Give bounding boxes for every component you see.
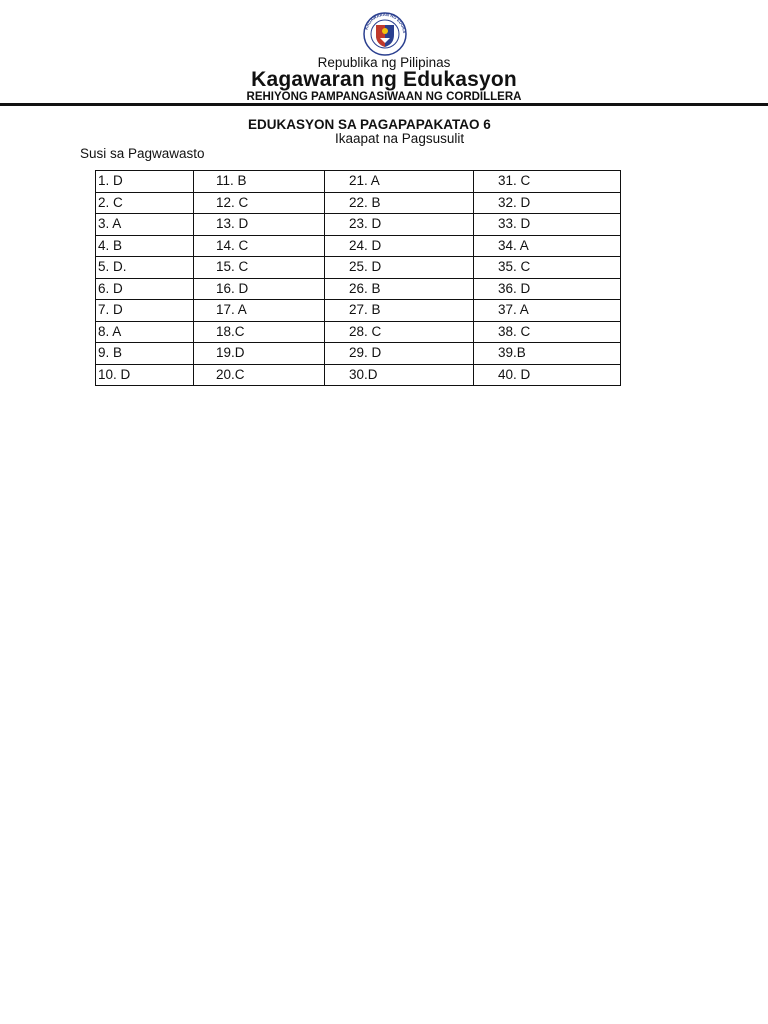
answer-cell: 12. C [194, 192, 325, 214]
answer-cell: 36. D [474, 278, 621, 300]
answer-cell: 2. C [96, 192, 194, 214]
answer-cell: 28. C [325, 321, 474, 343]
answer-cell: 24. D [325, 235, 474, 257]
answer-cell: 35. C [474, 257, 621, 279]
answer-cell: 25. D [325, 257, 474, 279]
answer-cell: 9. B [96, 343, 194, 365]
answer-cell: 23. D [325, 214, 474, 236]
table-row [96, 364, 621, 386]
subject-title: EDUKASYON SA PAGAPAPAKATAO 6 [248, 117, 491, 132]
table-row [96, 343, 621, 365]
answer-cell: 4. B [96, 235, 194, 257]
answer-cell: 20.C [194, 364, 325, 386]
table-row [96, 321, 621, 343]
quiz-title: Ikaapat na Pagsusulit [335, 131, 465, 146]
deped-seal-logo [352, 12, 418, 56]
answer-cell: 19.D [194, 343, 325, 365]
table-row [96, 300, 621, 322]
answer-cell: 33. D [474, 214, 621, 236]
table-row [96, 171, 621, 193]
answer-cell: 31. C [474, 171, 621, 193]
answer-cell: 29. D [325, 343, 474, 365]
answer-key-table [95, 170, 621, 386]
table-row [96, 214, 621, 236]
answer-cell: 6. D [96, 278, 194, 300]
answer-cell: 14. C [194, 235, 325, 257]
answer-cell: 37. A [474, 300, 621, 322]
answer-cell: 10. D [96, 364, 194, 386]
table-row [96, 278, 621, 300]
answer-cell: 13. D [194, 214, 325, 236]
seal-text: KAGAWARAN NG EDUKA [363, 12, 408, 34]
header-divider [0, 103, 768, 106]
answer-cell: 27. B [325, 300, 474, 322]
answer-cell: 32. D [474, 192, 621, 214]
answer-cell: 16. D [194, 278, 325, 300]
answer-cell: 34. A [474, 235, 621, 257]
republika-text: Republika ng Pilipinas [317, 55, 451, 70]
answer-cell: 30.D [325, 364, 474, 386]
answer-cell: 22. B [325, 192, 474, 214]
answer-cell: 21. A [325, 171, 474, 193]
region-name: REHIYONG PAMPANGASIWAAN NG CORDILLERA [246, 91, 522, 103]
answer-cell: 26. B [325, 278, 474, 300]
table-row [96, 257, 621, 279]
answer-cell: 1. D [96, 171, 194, 193]
answer-cell: 40. D [474, 364, 621, 386]
answer-cell: 15. C [194, 257, 325, 279]
table-row [96, 192, 621, 214]
answer-cell: 17. A [194, 300, 325, 322]
answer-cell: 38. C [474, 321, 621, 343]
table-row [96, 235, 621, 257]
answer-cell: 5. D. [96, 257, 194, 279]
answer-cell: 18.C [194, 321, 325, 343]
answer-cell: 11. B [194, 171, 325, 193]
answer-cell: 3. A [96, 214, 194, 236]
answer-key-label: Susi sa Pagwawasto [80, 146, 205, 161]
department-title: Kagawaran ng Edukasyon [251, 68, 517, 91]
answer-cell: 7. D [96, 300, 194, 322]
answer-cell: 39.B [474, 343, 621, 365]
answer-cell: 8. A [96, 321, 194, 343]
